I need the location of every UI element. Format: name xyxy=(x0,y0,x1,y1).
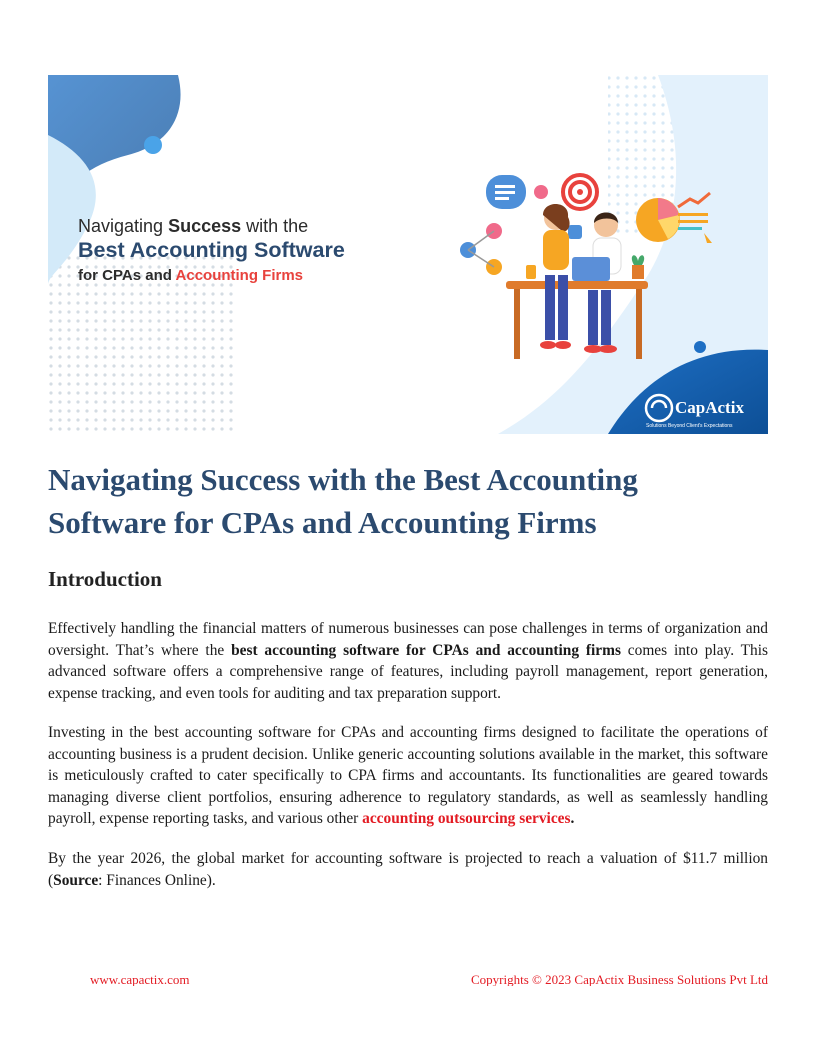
p3-text-end: : Finances Online). xyxy=(98,871,216,889)
p3-text-start: By the year 2026, the global market for accounting software is projected to reach a valuation of $11.7 million ( xyxy=(48,850,768,889)
intro-paragraph-1 xyxy=(48,618,768,704)
banner-line3-prefix: for CPAs and xyxy=(78,267,176,284)
banner-line1-prefix: Navigating xyxy=(78,216,169,236)
document-title: Navigating Success with the Best Accounting Software for CPAs and Accounting Firms xyxy=(48,462,638,540)
p1-text-start: Effectively handling the financial matters of numerous businesses can pose challenges in terms of organization and oversight. That’s where the xyxy=(48,620,768,659)
p2-text-start: Investing in the best accounting software for CPAs and accounting firms designed to facilitate the operations of accounting business is a prudent decision. Unlike generic accounting solutions available in the market, this software is meticulously crafted to cater specifically to CPA firms and accountants. Its functionalities are geared towards managing diverse client portfolios, ensuring adherence to regulatory standards, as well as seamlessly handling payroll, expense reporting tasks, and various other xyxy=(48,724,768,828)
logo-tagline: Solutions Beyond Client's Expectations xyxy=(646,423,733,429)
accounting-outsourcing-link[interactable]: accounting outsourcing services xyxy=(362,810,571,828)
p2-period: . xyxy=(570,810,575,828)
intro-paragraph-2 xyxy=(48,722,768,830)
banner-headline xyxy=(78,216,345,284)
p1-bold-keyword: best accounting software for CPAs and accounting firms xyxy=(231,641,621,659)
page-footer xyxy=(0,968,816,986)
svg-text:for CPAs and Accounting Firms xyxy=(78,267,303,284)
svg-text:Navigating Success with the xyxy=(78,216,308,236)
banner-line1-bold: Success xyxy=(168,216,242,236)
footer-website-link[interactable]: www.capactix.com xyxy=(90,972,190,986)
footer-copyright: Copyrights © 2023 CapActix Business Solutions Pvt Ltd xyxy=(471,972,768,986)
source-label: Source xyxy=(53,871,99,889)
p1-text-end: comes into play. This advanced software offers a comprehensive range of features, including payroll management, report generation, expense tracking, and even tools for auditing and tax preparation support. xyxy=(48,641,768,702)
banner-line1-suffix: with the xyxy=(241,216,309,236)
banner-line3-red: Accounting Firms xyxy=(175,267,304,284)
hero-banner xyxy=(48,75,768,434)
logo-text: CapActix xyxy=(675,398,744,417)
banner-line2: Best Accounting Software xyxy=(78,238,345,262)
introduction-heading: Introduction xyxy=(48,567,162,591)
intro-paragraph-3 xyxy=(48,848,768,891)
